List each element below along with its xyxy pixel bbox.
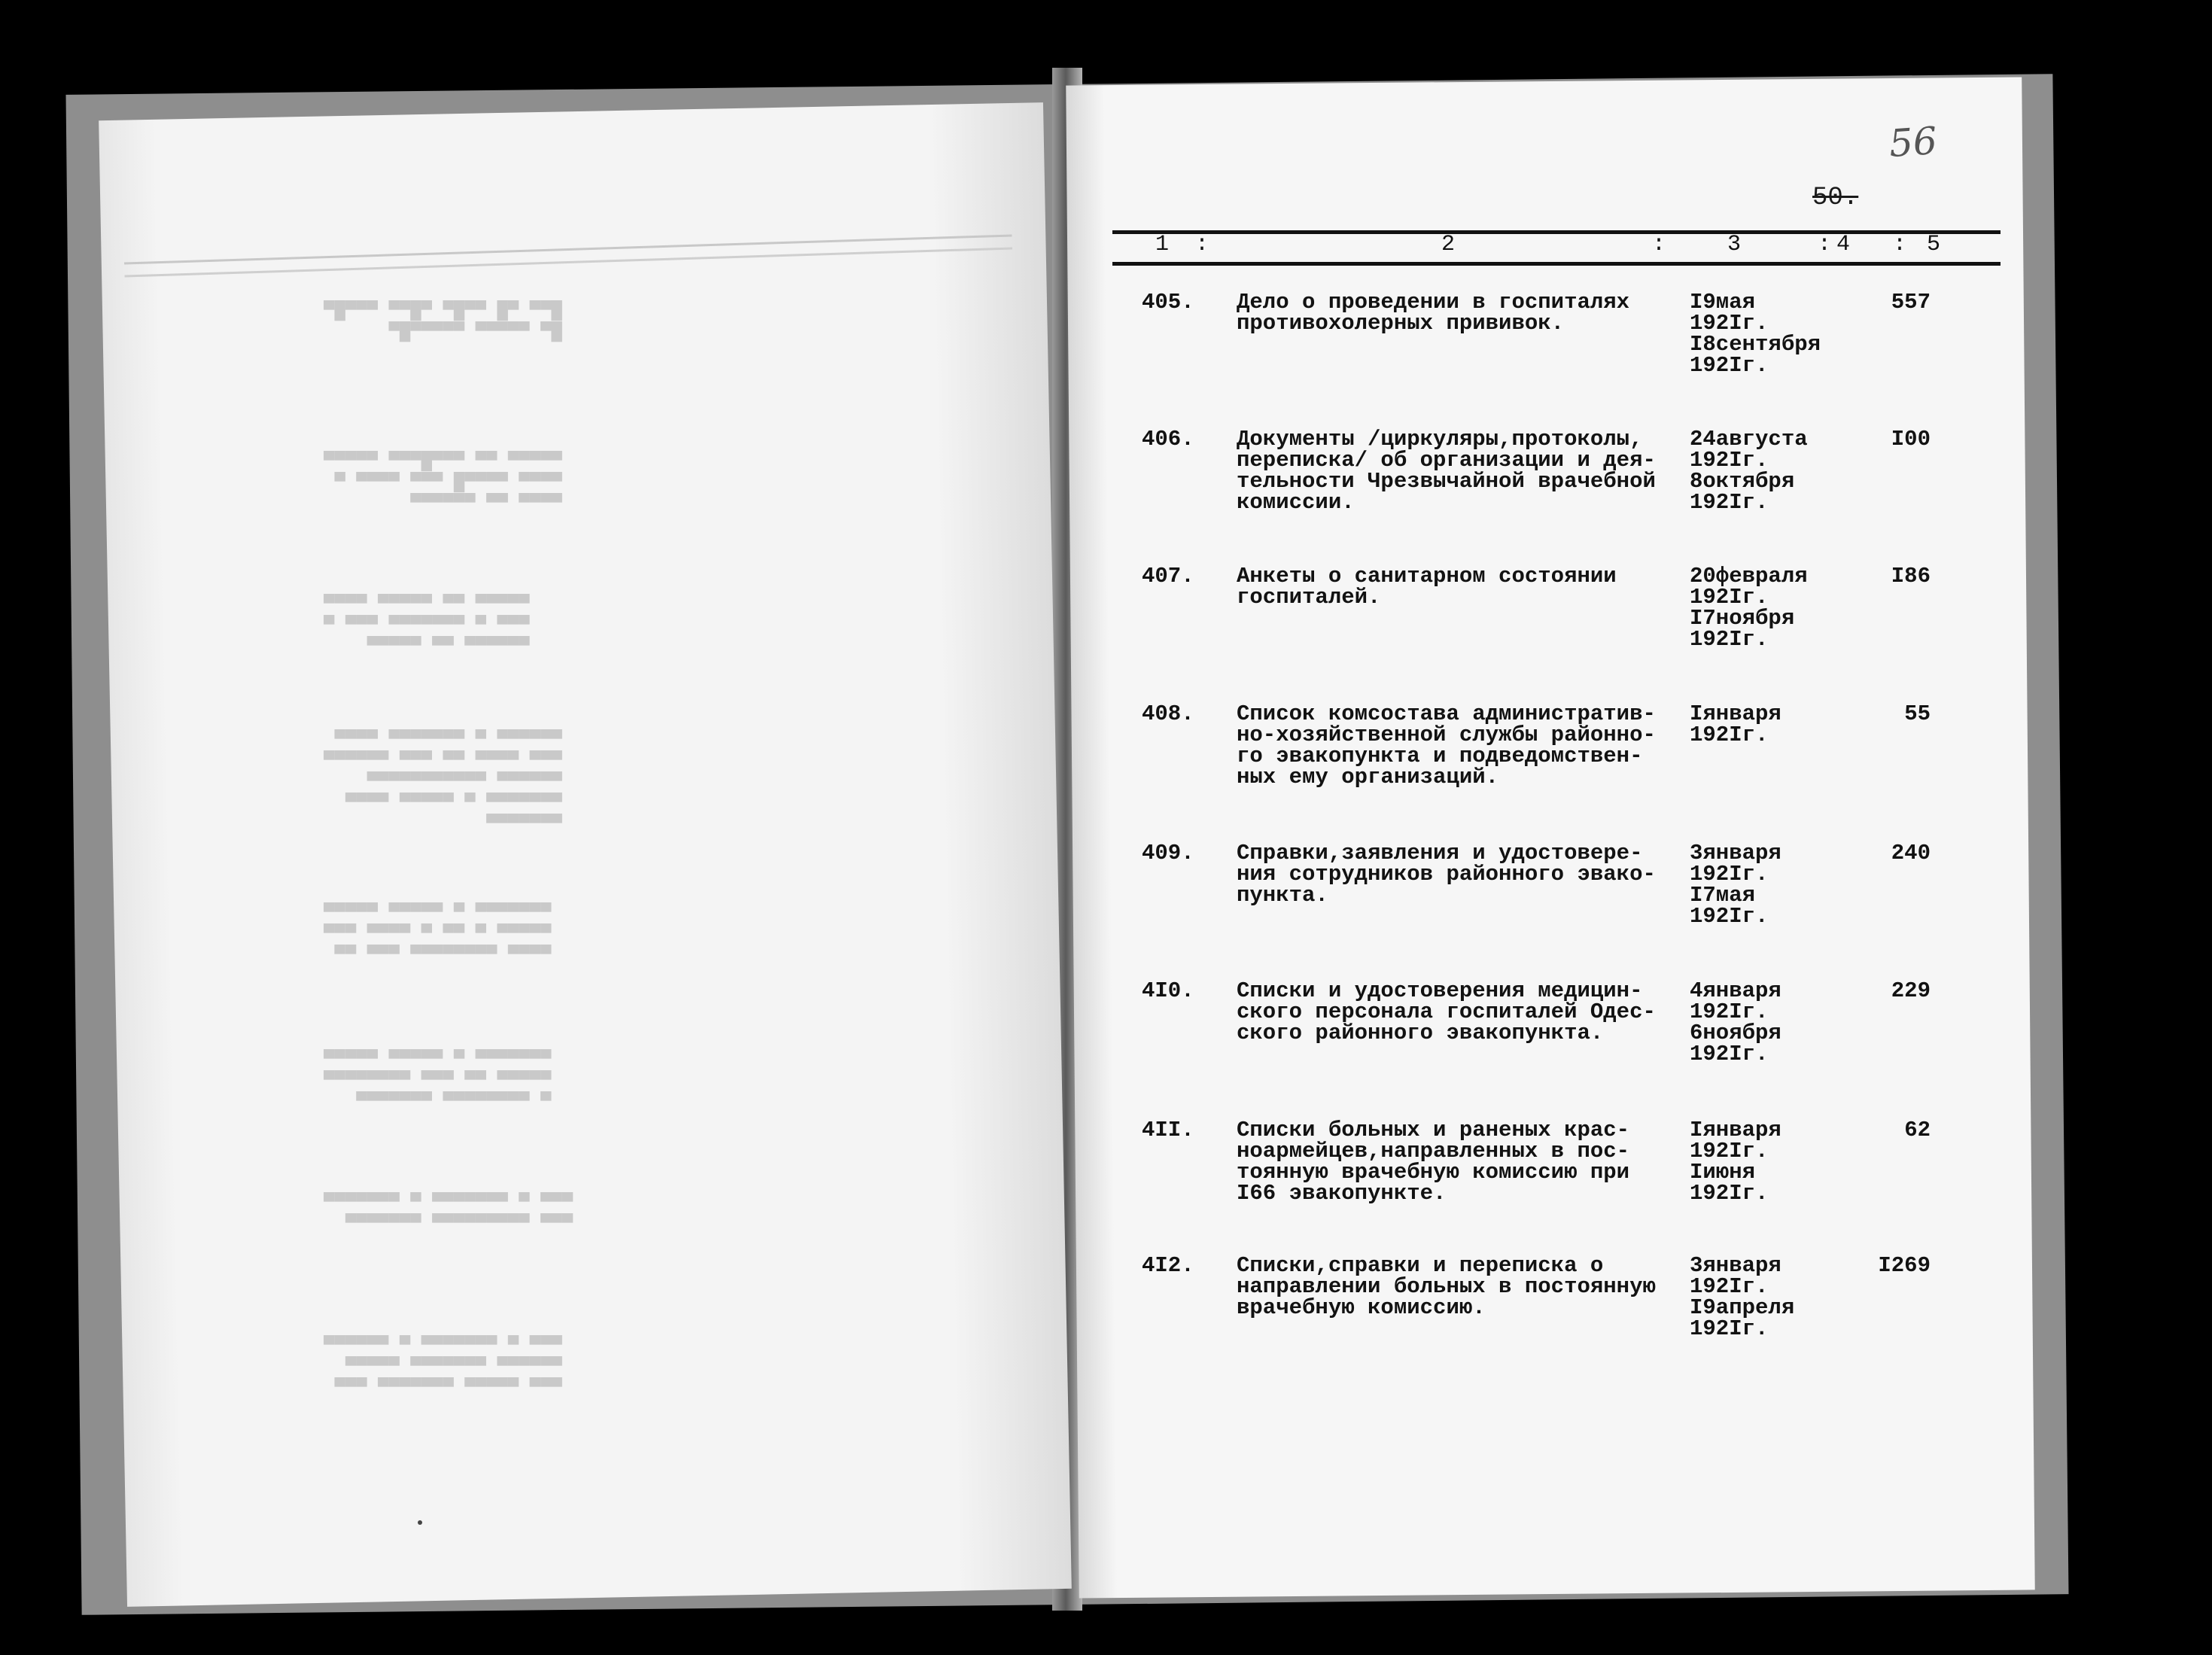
- entry-sheet-count: 557: [1891, 290, 1931, 315]
- left-page-ghost-text: ▀▀▀ ▀ ▀▀▀▀▀▀▀ ▀ ▀▀▀▀▀▀ ▀▀▀▀▀▀ ▀▀▀▀▀▀▀ ▀▀▀▀▀ ▀▀▀ ▀▀▀▀▀ ▀▀▀▀▀▀▀ ▀▀▀: [324, 1336, 562, 1398]
- entry-number: 408.: [1142, 701, 1194, 726]
- column-separator: :: [1893, 232, 1907, 257]
- entry-sheet-count: I269: [1878, 1253, 1931, 1278]
- entry-title: Списки больных и раненых крас- ноармейцев,направленных в пос- тоянную врачебную комиссию при I66 эвакопункте.: [1237, 1118, 1630, 1206]
- column-separator: :: [1195, 232, 1209, 257]
- entry-number: 4I0.: [1142, 978, 1194, 1003]
- left-page-ghost-text: ▀▀▀▀▀▀▀ ▀ ▀▀▀▀▀ ▀▀▀▀▀ ▀▀▀▀▀ ▀ ▀▀ ▀ ▀▀▀▀ ▀▀▀ ▀▀▀▀ ▀▀▀▀▀▀▀▀ ▀▀▀ ▀▀: [324, 903, 552, 966]
- table-header-top-rule: [1112, 230, 2001, 234]
- table-header-bottom-rule: [1112, 262, 2001, 266]
- left-page-ghost-text: ▀▀▀▀▀ ▀▀ ▀▀▀█▀▀▀ ▀▀▀▀▀ ▀▀▀▀ ▀▀▀▀█ ▀▀▀ ▀▀▀▀ ▀ ▀▀▀▀ ▀▀ ▀▀▀▀▀▀: [324, 452, 562, 514]
- entry-number: 409.: [1142, 841, 1194, 866]
- column-header-5: 5: [1927, 232, 1941, 257]
- entry-dates: 24августа 192Iг. 8октября 192Iг.: [1690, 427, 1808, 515]
- left-page-ghost-text: ▀▀▀ ▀ ▀▀▀▀▀▀▀ ▀ ▀▀▀▀▀▀▀ ▀▀▀ ▀▀▀▀▀▀▀▀▀ ▀▀▀▀▀▀▀: [324, 1193, 574, 1234]
- left-page-ghost-text: █▀▀ ▀█ ▀▀█▀ ▀█▀▀ ▀▀▀█▀ █▀ ▀▀▀▀▀ ▀▀▀▀▀█▀: [324, 301, 562, 342]
- entry-dates: Iянваря 192Iг.: [1690, 701, 1781, 747]
- entry-title: Списки,справки и переписка о направлении больных в постоянную врачебную комиссию.: [1237, 1253, 1656, 1320]
- page-number: 50.: [1812, 184, 1859, 212]
- entry-dates: 20февраля 192Iг. I7ноября 192Iг.: [1690, 564, 1808, 652]
- entry-number: 405.: [1142, 290, 1194, 315]
- column-separator: :: [1818, 232, 1832, 257]
- folio-handwritten-number: 56: [1888, 118, 1939, 166]
- entry-number: 407.: [1142, 564, 1194, 589]
- entry-title: Список комсостава административ- но-хозяйственной службы районно- го эвакопункта и подведомствен- ных ему организаций.: [1237, 701, 1656, 789]
- entry-number: 406.: [1142, 427, 1194, 452]
- column-header-1: 1: [1155, 232, 1170, 257]
- entry-sheet-count: I86: [1891, 564, 1931, 589]
- entry-sheet-count: 240: [1891, 841, 1931, 866]
- column-header-3: 3: [1727, 232, 1742, 257]
- entry-title: Документы /циркуляры,протоколы, переписка/ об организации и дея- тельности Чрезвычайной врачебной комиссии.: [1237, 427, 1656, 515]
- entry-title: Дело о проведении в госпиталях противохолерных прививок.: [1237, 290, 1630, 336]
- entry-dates: 3января 192Iг. I9апреля 192Iг.: [1690, 1253, 1795, 1341]
- entry-sheet-count: 62: [1904, 1118, 1931, 1142]
- entry-sheet-count: I00: [1891, 427, 1931, 452]
- page-speck: [418, 1520, 422, 1525]
- entry-title: Справки,заявления и удостовере- ния сотрудников районного эвако- пункта.: [1237, 841, 1656, 908]
- entry-title: Списки и удостоверения медицин- ского персонала госпиталей Одес- ского районного эвакопункта.: [1237, 978, 1656, 1045]
- column-header-2: 2: [1441, 232, 1456, 257]
- entry-dates: Iянваря 192Iг. Iиюня 192Iг.: [1690, 1118, 1781, 1206]
- entry-sheet-count: 229: [1891, 978, 1931, 1003]
- entry-dates: 4января 192Iг. 6ноября 192Iг.: [1690, 978, 1781, 1066]
- left-page-ghost-text: ▀▀▀▀▀▀▀ ▀ ▀▀▀▀▀ ▀▀▀▀▀ ▀▀▀▀▀ ▀▀ ▀▀▀ ▀▀▀▀▀▀▀▀ ▀ ▀▀▀▀▀▀▀▀ ▀▀▀▀▀▀▀: [324, 1050, 552, 1112]
- entry-dates: I9мая 192Iг. I8сентября 192Iг.: [1690, 290, 1821, 378]
- entry-title: Анкеты о санитарном состоянии госпиталей.: [1237, 564, 1617, 610]
- left-page-ghost-text: ▀▀▀▀▀ ▀▀ ▀▀▀▀▀ ▀▀▀▀ ▀▀▀ ▀ ▀▀▀▀▀▀▀ ▀▀▀ ▀ ▀▀▀▀▀▀ ▀▀ ▀▀▀▀▀: [324, 595, 530, 657]
- left-page-ghost-text: ▀▀▀▀▀▀ ▀ ▀▀▀▀▀▀▀ ▀▀▀▀ ▀▀▀ ▀▀▀▀ ▀▀ ▀▀▀ ▀▀▀▀▀▀ ▀▀▀▀▀▀ ▀▀▀▀▀▀▀▀▀▀▀ ▀▀▀▀▀▀▀ ▀ ▀▀▀▀▀ ▀▀▀▀ ▀▀▀▀▀▀▀: [324, 730, 562, 835]
- column-separator: :: [1652, 232, 1666, 257]
- entry-dates: 3января 192Iг. I7мая 192Iг.: [1690, 841, 1781, 929]
- entry-number: 4I2.: [1142, 1253, 1194, 1278]
- left-page: [99, 102, 1072, 1607]
- column-header-4: 4: [1836, 232, 1851, 257]
- entry-sheet-count: 55: [1904, 701, 1931, 726]
- entry-number: 4II.: [1142, 1118, 1194, 1142]
